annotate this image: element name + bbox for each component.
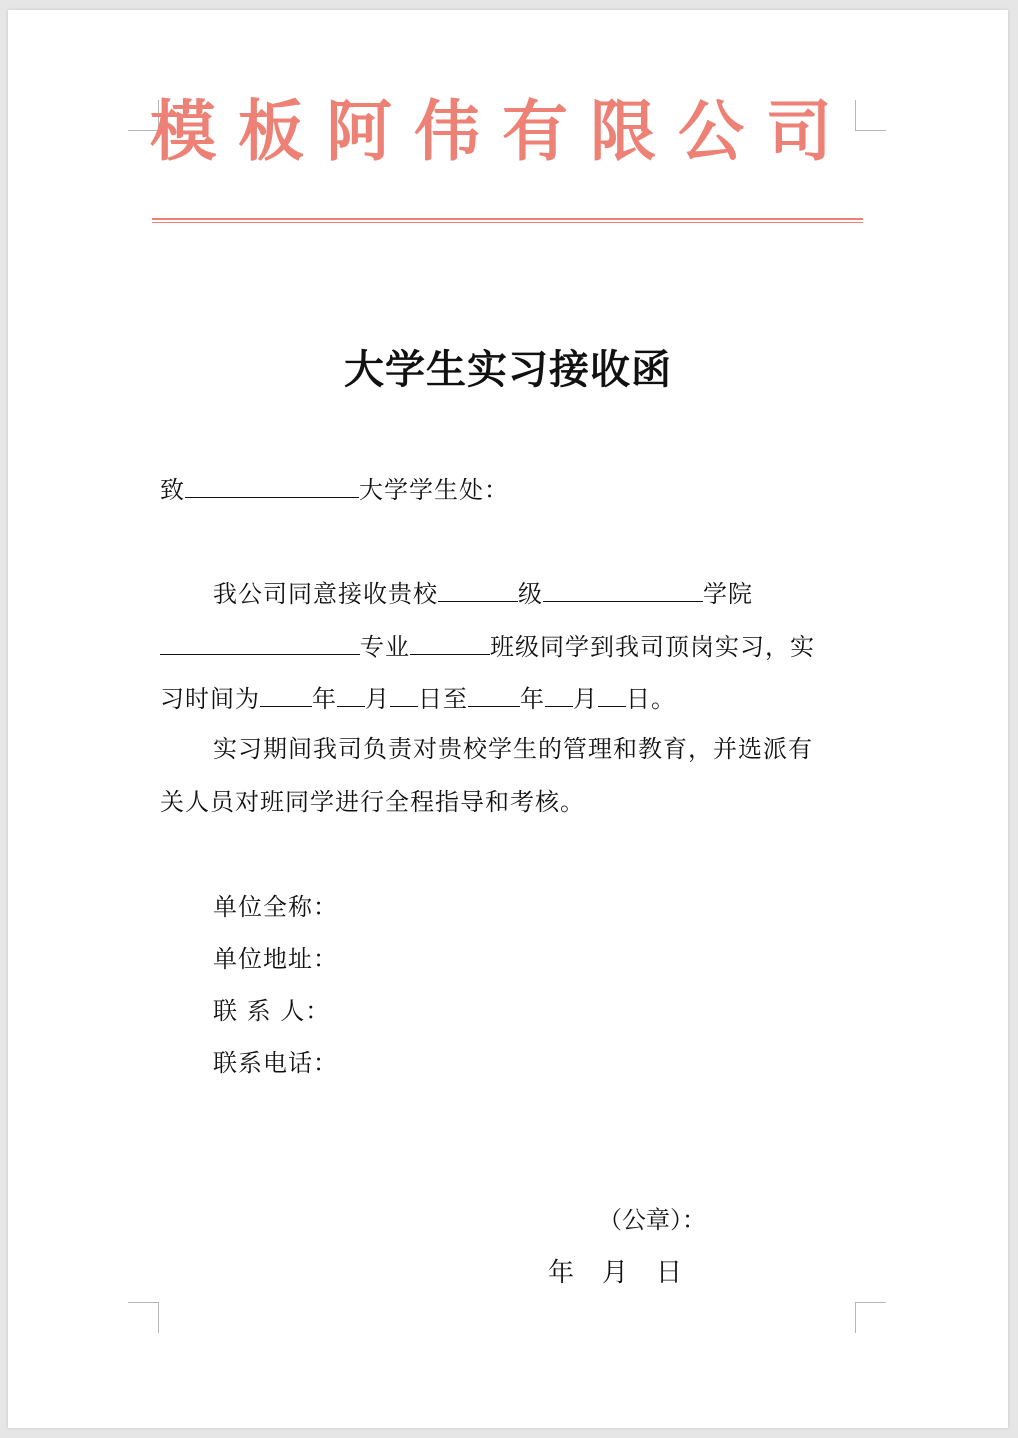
class-blank [410, 628, 490, 655]
para1-text: 班级同学到我司顶岗实习，实 [490, 633, 815, 661]
para1-text: 年 [520, 685, 545, 713]
paragraph1-line1 [213, 575, 753, 611]
para1-text: 月 [573, 685, 598, 713]
date-month: 月 [602, 1258, 629, 1288]
crop-mark-bottom-left [128, 1302, 159, 1333]
end-month-blank [545, 680, 573, 707]
signature-date [548, 1256, 682, 1290]
field-unit-name: 单位全称： [213, 893, 338, 921]
field-contact: 联 系 人： [213, 997, 331, 1025]
crop-mark-bottom-right [855, 1302, 886, 1333]
paragraph1-line3 [160, 680, 676, 716]
document-title: 大学生实习接收函 [344, 347, 672, 393]
para1-text: 日。 [626, 685, 676, 713]
letterhead-rule-thin [152, 222, 863, 223]
paragraph2-line1: 实习期间我司负责对贵校学生的管理和教育，并选派有 [213, 735, 813, 763]
university-blank [185, 471, 359, 498]
paragraph2-line2: 关人员对班同学进行全程指导和考核。 [160, 788, 585, 816]
para1-text: 日至 [418, 685, 468, 713]
end-day-blank [598, 680, 626, 707]
salutation-prefix: 致 [160, 476, 185, 504]
start-month-blank [337, 680, 365, 707]
company-seal-label: （公章）： [598, 1206, 706, 1234]
major-blank [160, 628, 360, 655]
date-year: 年 [548, 1258, 575, 1288]
field-phone: 联系电话： [213, 1049, 338, 1077]
date-day: 日 [656, 1258, 683, 1288]
company-letterhead: 模板阿伟有限公司 [150, 93, 854, 170]
para1-text: 级 [518, 580, 543, 608]
salutation-suffix: 大学学生处： [359, 476, 509, 504]
para1-text: 学院 [703, 580, 753, 608]
para1-text: 我公司同意接收贵校 [213, 580, 438, 608]
start-year-blank [260, 680, 312, 707]
college-blank [543, 575, 703, 602]
para1-text: 年 [312, 685, 337, 713]
paragraph1-line2 [160, 628, 815, 664]
salutation-line [160, 471, 509, 507]
para1-text: 月 [365, 685, 390, 713]
para1-text: 专业 [360, 633, 410, 661]
grade-blank [438, 575, 518, 602]
end-year-blank [468, 680, 520, 707]
para1-text: 习时间为 [160, 685, 260, 713]
letterhead-rule-thick [152, 218, 863, 220]
start-day-blank [390, 680, 418, 707]
field-unit-address: 单位地址： [213, 945, 338, 973]
document-page [8, 10, 1008, 1428]
